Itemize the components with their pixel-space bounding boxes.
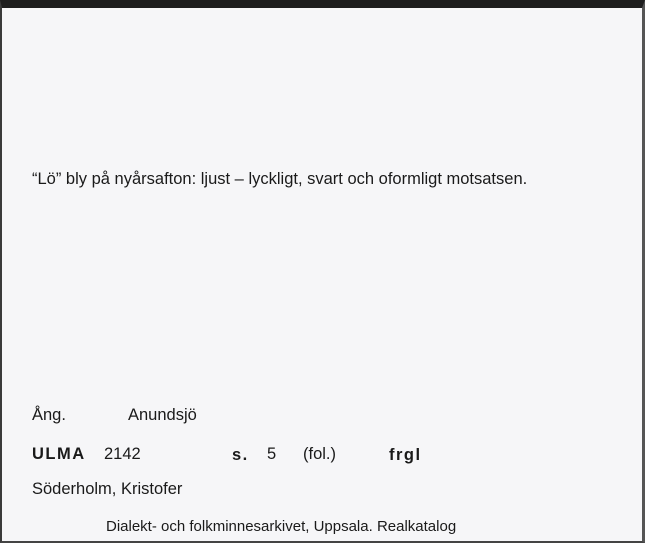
page-note: (fol.) (303, 445, 336, 463)
informant-name: Söderholm, Kristofer (32, 480, 183, 498)
archive-number: 2142 (104, 445, 141, 463)
ang-label: Ång. (32, 406, 66, 424)
collector-code: frgl (389, 446, 422, 464)
card-footer: Dialekt- och folkminnesarkivet, Uppsala. Realkatalog (106, 518, 457, 535)
archive-code: ULMA (32, 445, 86, 463)
ang-value: Anundsjö (128, 406, 197, 424)
page-number: 5 (267, 445, 277, 463)
card-text: “Lö” bly på nyårsafton: ljust – lyckligt, svart och oformligt motsatsen. (32, 170, 528, 188)
page-label: s. (232, 446, 249, 464)
